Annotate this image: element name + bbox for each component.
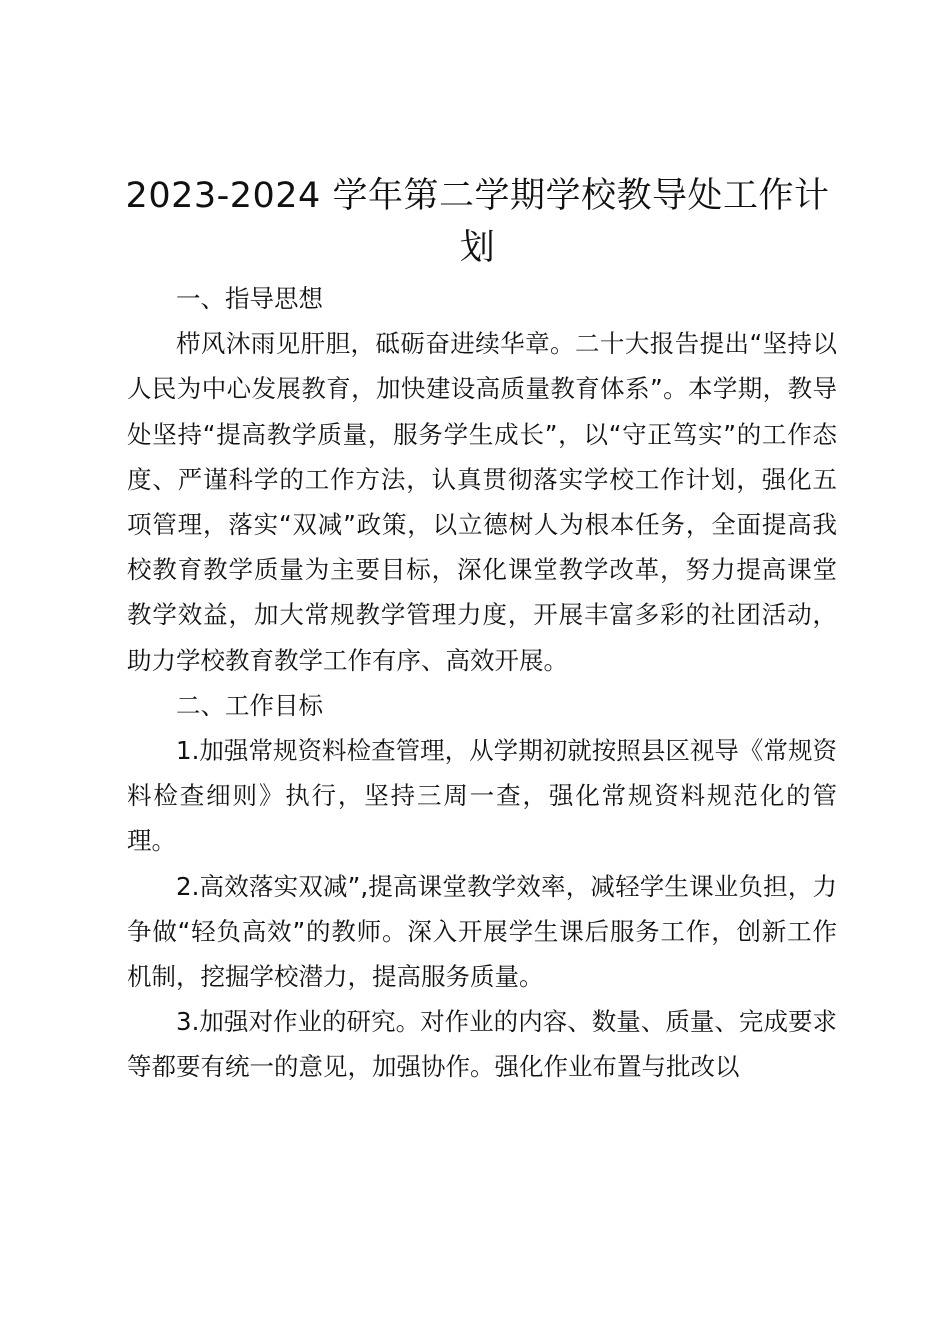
document-body (127, 276, 837, 1090)
section-heading-work-goals: 二、工作目标 (176, 690, 323, 720)
paragraph-goal-3: 3.加强对作业的研究。对作业的内容、数量、质量、完成要求等都要有统一的意见，加强协作。强化作业布置与批改以 (127, 1007, 837, 1082)
document-title: 2023-2024 学年第二学期学校教导处工作计划 (125, 176, 830, 268)
paragraph-guiding-ideology: 栉风沐雨见肝胆，砥砺奋进续华章。二十大报告提出“坚持以人民为中心发展教育，加快建设高质量教育体系”。本学期，教导处坚持“提高教学质量，服务学生成长”，以“守正笃实”的工作态度、严谨科学的工作方法，认真贯彻落实学校工作计划，强化五项管理，落实“双减”政策，以立德树人为根本任务，全面提高我校教育教学质量为主要目标，深化课堂教学改革，努力提高课堂教学效益，加大常规教学管理力度，开展丰富多彩的社团活动，助力学校教育教学工作有序、高效开展。 (127, 329, 837, 675)
paragraph-goal-1: 1.加强常规资料检查管理，从学期初就按照县区视导《常规资料检查细则》执行，坚持三周一查，强化常规资料规范化的管理。 (127, 736, 837, 856)
paragraph-goal-2: 2.高效落实双减”,提高课堂教学效率，减轻学生课业负担，力争做“轻负高效”的教师。深入开展学生课后服务工作，创新工作机制，挖掘学校潜力，提高服务质量。 (127, 871, 837, 992)
section-heading-guiding-ideology: 一、指导思想 (176, 284, 323, 313)
